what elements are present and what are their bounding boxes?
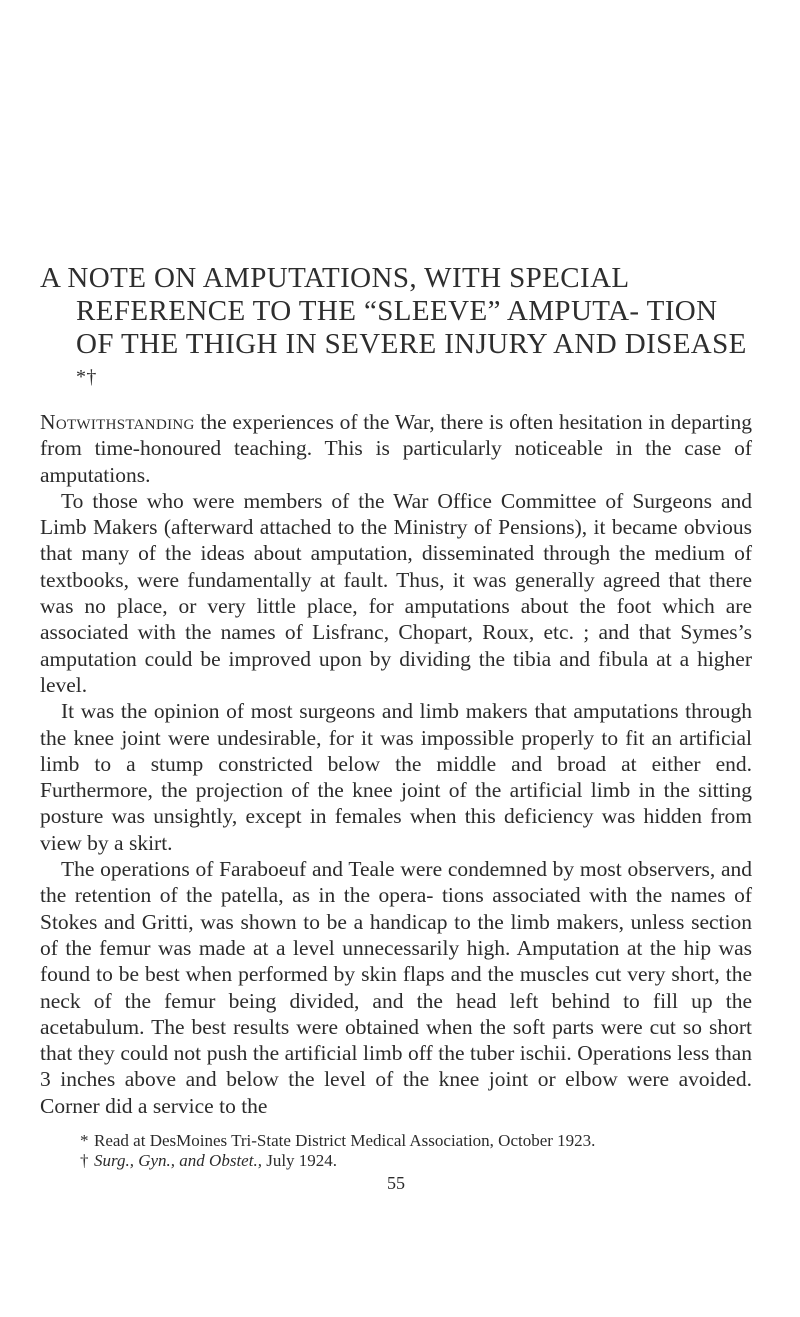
paragraph-3: It was the opinion of most surgeons and limb makers that amputations through the knee joint were undesirable, for it was impossible properly to fit an artificial limb to a stump constricted below the middle and broad at either end. Furthermore, the projection of the knee joint of the artificial limb in the sitting posture was unsightly, except in females when this deficiency was hidden from view by a skirt. — [40, 699, 752, 855]
footnotes — [40, 1131, 752, 1171]
footnote-1-text: Read at DesMoines Tri-State District Medical Association, October 1923. — [94, 1131, 596, 1151]
article-body — [40, 409, 752, 1119]
footnote-2-text: July 1924. — [261, 1151, 338, 1171]
paragraph-2: To those who were members of the War Office Committee of Surgeons and Limb Makers (afterward attached to the Ministry of Pensions), it became obvious that many of the ideas about amputation, disseminated through the medium of textbooks, were fundamentally at fault. Thus, it was generally agreed that there was no place, or very little place, for amputations about the foot which are associated with the names of Lisfranc, Chopart, Roux, etc. ; and that Symes’s amputation could be improved upon by dividing the tibia and fibula at a higher level. — [40, 488, 752, 697]
page-number: 55 — [387, 1173, 405, 1194]
footnote-2-mark: † — [80, 1151, 89, 1171]
opening-word: Notwithstanding — [40, 410, 195, 434]
footnote-1-mark: * — [80, 1131, 89, 1151]
footnote-2 — [80, 1151, 752, 1171]
paragraph-4: The operations of Faraboeuf and Teale were condemned by most observers, and the retention of the patella, as in the opera- tions associated with the names of Stokes and Gritti, was shown to be a handicap to the limb makers, unless section of the femur was made at a level unnecessarily high. Amputation at the hip was found to be best when performed by skin flaps and the muscles cut very short, the neck of the femur being divided, and the head left behind to fill up the acetabulum. The best results were obtained when the soft parts were cut so short that they could not push the artificial limb off the tuber ischii. Operations less than 3 inches above and below the level of the knee joint or elbow were avoided. Corner did a service to the — [40, 857, 752, 1118]
title-footnote-marks: *† — [76, 366, 97, 388]
footnote-1 — [80, 1131, 752, 1151]
paragraph-1-text: the experiences of the War, there is often hesitation in departing from time-honoured teaching. This is particularly noticeable in the case of amputations. — [40, 410, 752, 487]
title-text: A NOTE ON AMPUTATIONS, WITH SPECIAL REFERENCE TO THE “SLEEVE” AMPUTA- TION OF THE THIGH IN SEVERE INJURY AND DISEASE — [40, 262, 747, 360]
article-page — [40, 262, 752, 1194]
paragraph-1 — [40, 409, 752, 488]
article-title — [40, 262, 752, 395]
footnote-2-journal: Surg., Gyn., and Obstet., — [94, 1151, 262, 1171]
